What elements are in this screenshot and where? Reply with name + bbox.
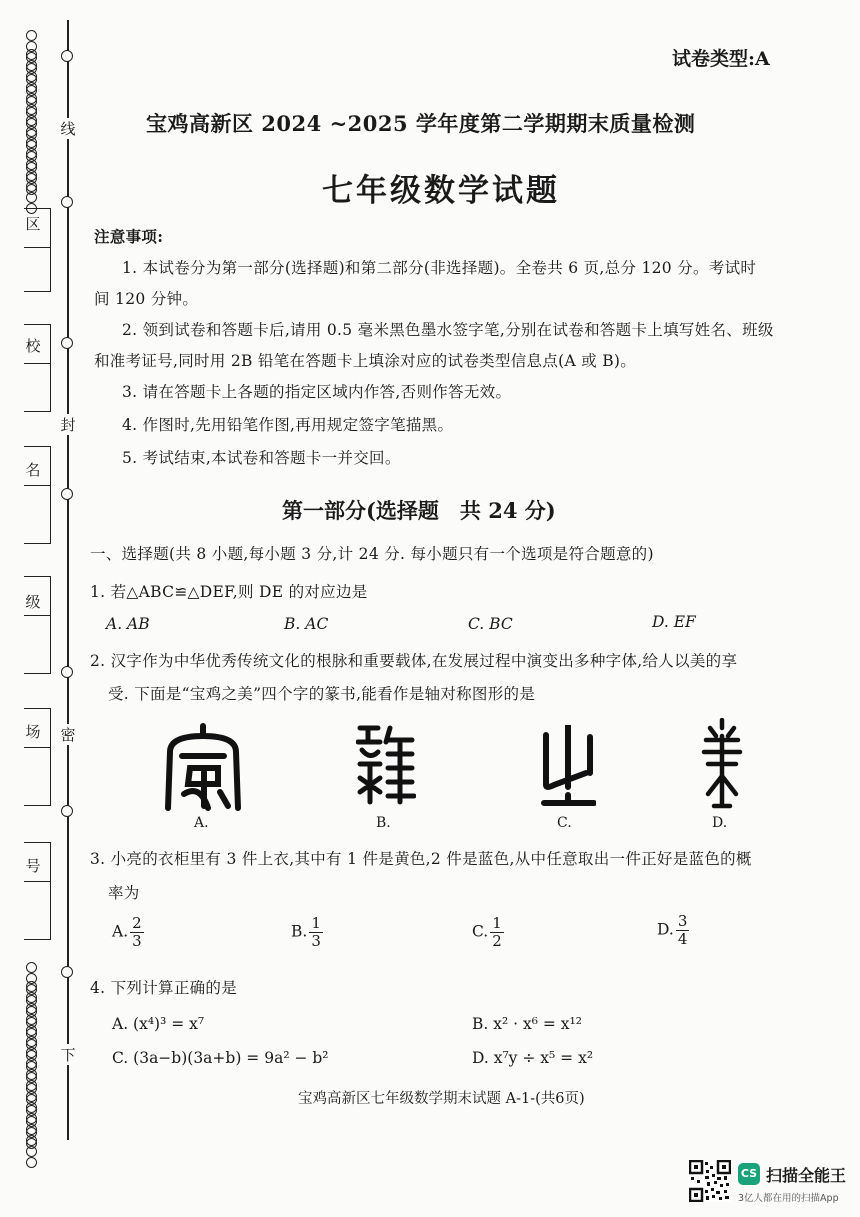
seal-circle bbox=[61, 488, 73, 500]
notice-item-3: 3. 请在答题卡上各题的指定区域内作答,否则作答无效。 bbox=[122, 383, 512, 401]
seal-glyph-zhi-svg bbox=[540, 725, 596, 807]
q2-option-c[interactable]: C. bbox=[557, 815, 572, 831]
seal-glyph-mei-image bbox=[700, 718, 744, 823]
notice-item-2: 2. 领到试卷和答题卡后,请用 0.5 毫米黑色墨水签字笔,分别在试卷和答题卡上填写姓名、班级 bbox=[122, 321, 774, 339]
numerator: 3 bbox=[677, 912, 688, 930]
q2-option-a[interactable]: A. bbox=[194, 815, 209, 831]
numerator: 1 bbox=[311, 914, 321, 932]
page-footer: 宝鸡高新区七年级数学期末试题 A-1-(共6页) bbox=[298, 1091, 585, 1107]
fold-char-xia: 下 bbox=[60, 1046, 76, 1064]
field-label: 名 bbox=[25, 461, 41, 479]
notice-item-1-cont: 间 120 分钟。 bbox=[94, 290, 199, 308]
subject-title: 七年级数学试题 bbox=[322, 173, 560, 209]
q1-option-d[interactable]: D. EF bbox=[652, 613, 696, 631]
seal-circle bbox=[61, 666, 73, 678]
seal-glyph-zhi-image bbox=[540, 725, 596, 820]
q4-option-a[interactable]: A. (x⁴)³ = x⁷ bbox=[112, 1015, 205, 1033]
seal-circle bbox=[61, 966, 73, 978]
q4-option-b[interactable]: B. x² · x⁶ = x¹² bbox=[472, 1015, 582, 1033]
q1-option-b[interactable]: B. AC bbox=[284, 615, 329, 633]
binding-hole bbox=[26, 1157, 37, 1168]
fraction bbox=[130, 915, 144, 950]
section-heading: 一、选择题(共 8 小题,每小题 3 分,计 24 分. 每小题只有一个选项是符合题意的) bbox=[90, 545, 654, 563]
fold-char-xian: 线 bbox=[60, 120, 76, 138]
field-label: 级 bbox=[25, 593, 41, 611]
binding-holes-bottom bbox=[26, 958, 48, 1145]
notice-item-1: 1. 本试卷分为第一部分(选择题)和第二部分(非选择题)。全卷共 6 页,总分 120 分。考试时 bbox=[122, 259, 757, 277]
q4-option-c[interactable]: C. (3a−b)(3a+b) = 9a² − b² bbox=[112, 1049, 329, 1067]
seal-glyph-bao-svg bbox=[160, 722, 246, 812]
binding-hole bbox=[26, 184, 37, 195]
q1-option-c[interactable]: C. BC bbox=[468, 615, 513, 633]
notice-heading: 注意事项: bbox=[94, 227, 164, 246]
seal-glyph-bao-image bbox=[160, 722, 246, 825]
seal-circle bbox=[61, 50, 73, 62]
scanner-slogan: 3亿人都在用的扫描App bbox=[738, 1193, 839, 1204]
numerator: 2 bbox=[132, 914, 142, 932]
q3-option-d[interactable] bbox=[657, 913, 689, 948]
fraction bbox=[490, 915, 504, 950]
seal-glyph-ji-image bbox=[356, 722, 416, 819]
question-4-stem: 4. 下列计算正确的是 bbox=[90, 979, 238, 997]
field-label: 场 bbox=[25, 723, 41, 741]
camscanner-logo-icon: CS bbox=[738, 1163, 760, 1185]
binding-hole bbox=[26, 1138, 37, 1149]
paper-type: 试卷类型:A bbox=[672, 48, 770, 70]
fold-char-mi: 密 bbox=[60, 726, 76, 744]
q3-option-c[interactable] bbox=[472, 915, 504, 950]
field-box-seat-number[interactable] bbox=[24, 842, 51, 940]
qr-code-svg bbox=[689, 1160, 731, 1202]
field-label: 区 bbox=[25, 215, 41, 233]
denominator: 2 bbox=[492, 932, 502, 950]
option-label: B. bbox=[291, 922, 308, 941]
field-label: 校 bbox=[25, 337, 41, 355]
notice-item-4: 4. 作图时,先用铅笔作图,再用规定签字笔描黑。 bbox=[122, 416, 454, 434]
q1-option-a[interactable]: A. AB bbox=[106, 615, 150, 633]
notice-item-5: 5. 考试结束,本试卷和答题卡一并交回。 bbox=[122, 449, 401, 467]
denominator: 3 bbox=[311, 932, 321, 950]
option-label: A. bbox=[112, 922, 129, 941]
fraction bbox=[676, 913, 690, 948]
field-box-class[interactable] bbox=[24, 576, 51, 674]
fold-char-feng: 封 bbox=[60, 416, 76, 434]
question-2-stem-cont: 受. 下面是“宝鸡之美”四个字的篆书,能看作是轴对称图形的是 bbox=[108, 685, 536, 703]
q2-option-d[interactable]: D. bbox=[712, 815, 728, 831]
denominator: 3 bbox=[132, 932, 142, 950]
seal-circle bbox=[61, 337, 73, 349]
field-box-school[interactable] bbox=[24, 324, 51, 412]
qr-code bbox=[689, 1160, 731, 1202]
seal-circle bbox=[61, 196, 73, 208]
fraction bbox=[309, 915, 323, 950]
q3-option-b[interactable] bbox=[291, 915, 323, 950]
seal-glyph-mei-svg bbox=[700, 718, 744, 810]
seal-glyph-ji-svg bbox=[356, 722, 416, 806]
field-box-name[interactable] bbox=[24, 446, 51, 544]
seal-circle bbox=[61, 805, 73, 817]
field-label: 号 bbox=[25, 857, 41, 875]
option-label: D. bbox=[657, 920, 674, 939]
binding-holes-top bbox=[26, 26, 48, 191]
numerator: 1 bbox=[492, 914, 502, 932]
question-3-stem: 3. 小亮的衣柜里有 3 件上衣,其中有 1 件是黄色,2 件是蓝色,从中任意取出一件正好是蓝色的概 bbox=[90, 850, 752, 868]
field-box-district[interactable] bbox=[24, 208, 51, 292]
q3-option-a[interactable] bbox=[112, 915, 144, 950]
question-1-stem: 1. 若△ABC≌△DEF,则 DE 的对应边是 bbox=[90, 583, 368, 601]
question-3-stem-cont: 率为 bbox=[108, 884, 140, 902]
denominator: 4 bbox=[677, 930, 688, 948]
q2-option-b[interactable]: B. bbox=[376, 815, 391, 831]
scanner-app-name: 扫描全能王 bbox=[766, 1166, 847, 1185]
question-2-stem: 2. 汉字作为中华优秀传统文化的根脉和重要载体,在发展过程中演变出多种字体,给人以美的享 bbox=[90, 652, 738, 670]
field-box-exam-room[interactable] bbox=[24, 708, 51, 806]
option-label: C. bbox=[472, 922, 489, 941]
notice-item-2-cont: 和准考证号,同时用 2B 铅笔在答题卡上填涂对应的试卷类型信息点(A 或 B)。 bbox=[94, 352, 637, 370]
q4-option-d[interactable]: D. x⁷y ÷ x⁵ = x² bbox=[472, 1049, 594, 1067]
exam-title: 宝鸡高新区 2024 ~2025 学年度第二学期期末质量检测 bbox=[146, 111, 696, 136]
part1-title: 第一部分(选择题 共 24 分) bbox=[282, 498, 556, 523]
